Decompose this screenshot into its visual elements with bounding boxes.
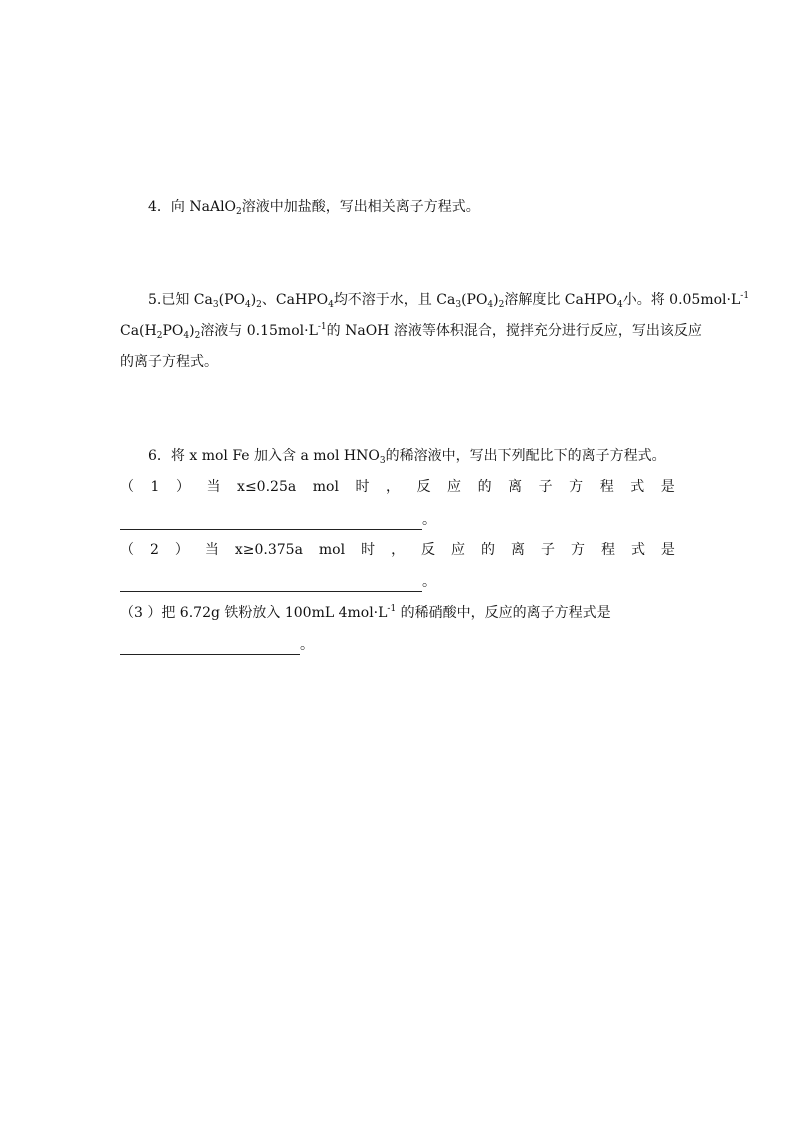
q4-subscript: 2 — [236, 207, 242, 217]
q6-text: 的稀溶液中，写出下列配比下的离子方程式。 — [385, 448, 666, 464]
p2-token: ） — [174, 542, 189, 558]
p1-token: 反 — [416, 479, 431, 495]
p1-token: 子 — [538, 479, 553, 495]
question-6-part-2 — [120, 540, 675, 560]
p2-token: 当 — [204, 542, 219, 558]
question-6-part-3-answer — [120, 635, 675, 655]
q6-p3-sup: -1 — [387, 604, 397, 614]
question-6-part-1 — [120, 477, 675, 497]
part-3-row — [120, 603, 675, 623]
p1-token: mol — [312, 479, 339, 495]
q6-text: 6．将 x mol Fe 加入含 a mol HNO — [148, 448, 380, 464]
q5-sub: 4 — [244, 300, 251, 310]
answer-blank-3[interactable] — [120, 640, 300, 655]
p1-token: （ — [120, 479, 134, 495]
p2-token: ， — [391, 542, 406, 558]
q5-text: Ca(H — [120, 323, 157, 339]
q5-sub: 2 — [498, 300, 505, 310]
q5-sub: 3 — [455, 300, 462, 310]
q5-text: ) — [250, 292, 257, 308]
p1-token: 当 — [206, 479, 221, 495]
q5-sup: -1 — [740, 291, 750, 301]
p1-token: 方 — [569, 479, 584, 495]
q5-text: 的离子方程式。 — [120, 354, 218, 370]
question-6-part-2-answer — [120, 572, 675, 592]
p2-token: 是 — [660, 542, 675, 558]
p1-token: 程 — [599, 479, 614, 495]
p2-token: 方 — [570, 542, 585, 558]
q4-text-start: 4．向 NaAlO — [148, 199, 237, 215]
p1-token: x≤0.25a — [237, 479, 297, 495]
p2-token: 的 — [481, 542, 496, 558]
q5-text: 小。将 0.05mol·L — [622, 292, 741, 308]
period: 。 — [422, 574, 436, 590]
q5-sup: -1 — [317, 322, 327, 332]
p2-token: 时 — [361, 542, 376, 558]
q5-text: 溶解度比 CaHPO — [504, 292, 617, 308]
q5-sub: 3 — [212, 300, 219, 310]
q5-text: ) — [493, 292, 499, 308]
q5-text: 、CaHPO — [261, 292, 329, 308]
question-5-line-2 — [120, 321, 702, 341]
p2-token: 式 — [630, 542, 645, 558]
q5-text: 5.已知 Ca — [148, 292, 213, 308]
q6-p3-text: 的稀硝酸中，反应的离子方程式是 — [396, 605, 611, 621]
q5-text: PO — [162, 323, 184, 339]
period: 。 — [300, 637, 314, 653]
period: 。 — [422, 512, 436, 528]
q5-text: 溶液与 0.15mol·L — [200, 323, 318, 339]
q5-sub: 4 — [183, 331, 190, 341]
p2-token: mol — [318, 542, 346, 558]
p1-token: ， — [385, 479, 400, 495]
q5-sub: 4 — [328, 300, 334, 310]
p1-token: 1 — [150, 479, 160, 495]
p1-token: 时 — [355, 479, 370, 495]
answer-blank-2[interactable] — [120, 577, 422, 592]
p1-token: 是 — [660, 479, 675, 495]
question-6-part-1-answer — [120, 510, 675, 530]
answer-blank-1[interactable] — [120, 515, 422, 530]
q5-text: (PO — [218, 292, 245, 308]
p2-token: 应 — [451, 542, 466, 558]
question-6-part-3 — [120, 603, 675, 623]
q5-sub: 2 — [256, 300, 262, 310]
q5-sub: 4 — [616, 300, 623, 310]
q5-text: 均不溶于水，且 Ca — [333, 292, 456, 308]
p2-token: 2 — [149, 542, 159, 558]
p2-token: （ — [120, 542, 134, 558]
q5-sub: 4 — [487, 300, 494, 310]
p1-token: 的 — [477, 479, 492, 495]
q5-text: 的 NaOH 溶液等体积混合，搅拌充分进行反应，写出该反应 — [326, 323, 702, 339]
q5-text: (PO — [461, 292, 488, 308]
p1-token: 离 — [508, 479, 523, 495]
p2-token: 离 — [511, 542, 525, 558]
q6-sub: 3 — [379, 456, 386, 466]
question-6-intro — [148, 446, 675, 466]
p2-token: x≥0.375a — [234, 542, 303, 558]
part-1-tokens — [120, 477, 675, 497]
q5-text: ) — [189, 323, 195, 339]
p1-token: ） — [175, 479, 190, 495]
p1-token: 式 — [630, 479, 645, 495]
question-4 — [148, 197, 675, 217]
q6-p3-text: （3 ）把 6.72g 铁粉放入 100mL 4mol·L — [120, 605, 388, 621]
part-2-tokens — [120, 540, 675, 560]
p1-token: 应 — [447, 479, 462, 495]
q5-sub: 2 — [156, 331, 163, 341]
q5-sub: 2 — [194, 331, 201, 341]
q4-text-end: 溶液中加盐酸，写出相关离子方程式。 — [241, 199, 480, 215]
p2-token: 程 — [600, 542, 615, 558]
question-5-line-3 — [120, 352, 675, 372]
p2-token: 子 — [540, 542, 555, 558]
p2-token: 反 — [421, 542, 436, 558]
